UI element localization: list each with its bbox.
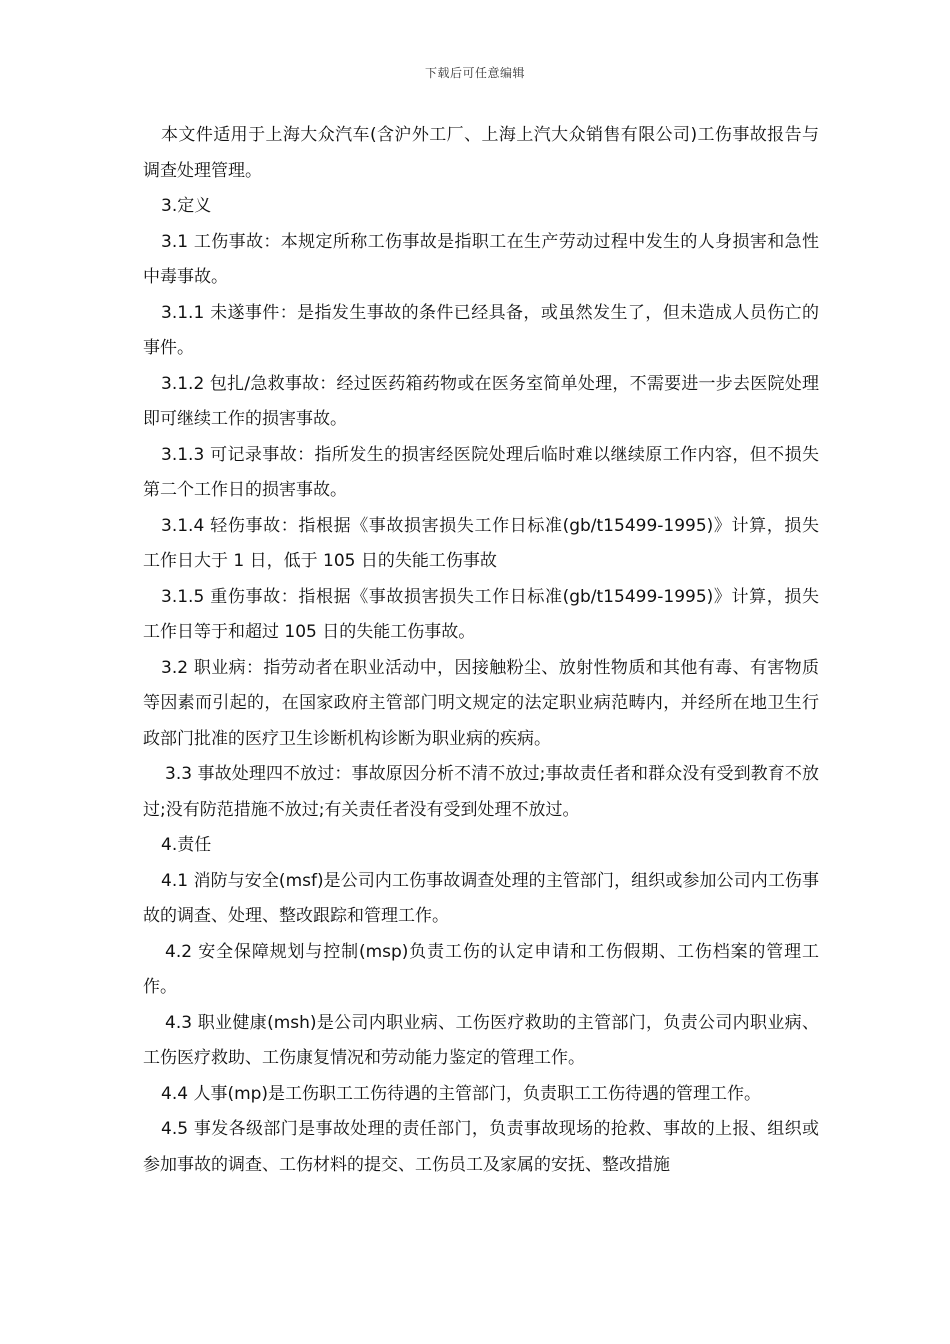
document-body — [143, 118, 819, 1183]
paragraph-intro: 本文件适用于上海大众汽车(含沪外工厂、上海上汽大众销售有限公司)工伤事故报告与调查处理管理。 — [143, 125, 819, 181]
paragraph-4-2: 4.2 安全保障规划与控制(msp)负责工伤的认定申请和工伤假期、工伤档案的管理工作。 — [143, 941, 819, 997]
paragraph-4-3: 4.3 职业健康(msh)是公司内职业病、工伤医疗救助的主管部门，负责公司内职业病、工伤医疗救助、工伤康复情况和劳动能力鉴定的管理工作。 — [143, 1012, 819, 1068]
paragraph-4-1: 4.1 消防与安全(msf)是公司内工伤事故调查处理的主管部门，组织或参加公司内工伤事故的调查、处理、整改跟踪和管理工作。 — [143, 870, 819, 926]
page-header: 下载后可任意编辑 — [424, 66, 525, 80]
paragraph-3-1-3: 3.1.3 可记录事故：指所发生的损害经医院处理后临时难以继续原工作内容，但不损失第二个工作日的损害事故。 — [143, 444, 819, 500]
section-heading-definitions: 3.定义 — [161, 196, 212, 216]
paragraph-3-2: 3.2 职业病：指劳动者在职业活动中，因接触粉尘、放射性物质和其他有毒、有害物质等因素而引起的，在国家政府主管部门明文规定的法定职业病范畴内，并经所在地卫生行政部门批准的医疗卫生诊断机构诊断为职业病的疾病。 — [143, 657, 819, 749]
paragraph-4-4: 4.4 人事(mp)是工伤职工工伤待遇的主管部门，负责职工工伤待遇的管理工作。 — [161, 1083, 762, 1104]
paragraph-3-1-4: 3.1.4 轻伤事故：指根据《事故损害损失工作日标准(gb/t15499-1995)》计算，损失工作日大于 1 日，低于 105 日的失能工伤事故 — [143, 515, 819, 571]
paragraph-3-1-2: 3.1.2 包扎/急救事故：经过医药箱药物或在医务室简单处理，不需要进一步去医院处理即可继续工作的损害事故。 — [143, 373, 819, 429]
paragraph-3-1-1: 3.1.1 未遂事件：是指发生事故的条件已经具备，或虽然发生了，但未造成人员伤亡的事件。 — [143, 302, 819, 358]
paragraph-3-3: 3.3 事故处理四不放过：事故原因分析不清不放过;事故责任者和群众没有受到教育不放过;没有防范措施不放过;有关责任者没有受到处理不放过。 — [143, 764, 819, 820]
section-heading-responsibilities: 4.责任 — [161, 835, 212, 855]
paragraph-4-5: 4.5 事发各级部门是事故处理的责任部门，负责事故现场的抢救、事故的上报、组织或参加事故的调查、工伤材料的提交、工伤员工及家属的安抚、整改措施 — [143, 1119, 819, 1175]
paragraph-3-1-5: 3.1.5 重伤事故：指根据《事故损害损失工作日标准(gb/t15499-1995)》计算，损失工作日等于和超过 105 日的失能工伤事故。 — [143, 586, 819, 642]
paragraph-3-1: 3.1 工伤事故：本规定所称工伤事故是指职工在生产劳动过程中发生的人身损害和急性中毒事故。 — [143, 231, 819, 287]
